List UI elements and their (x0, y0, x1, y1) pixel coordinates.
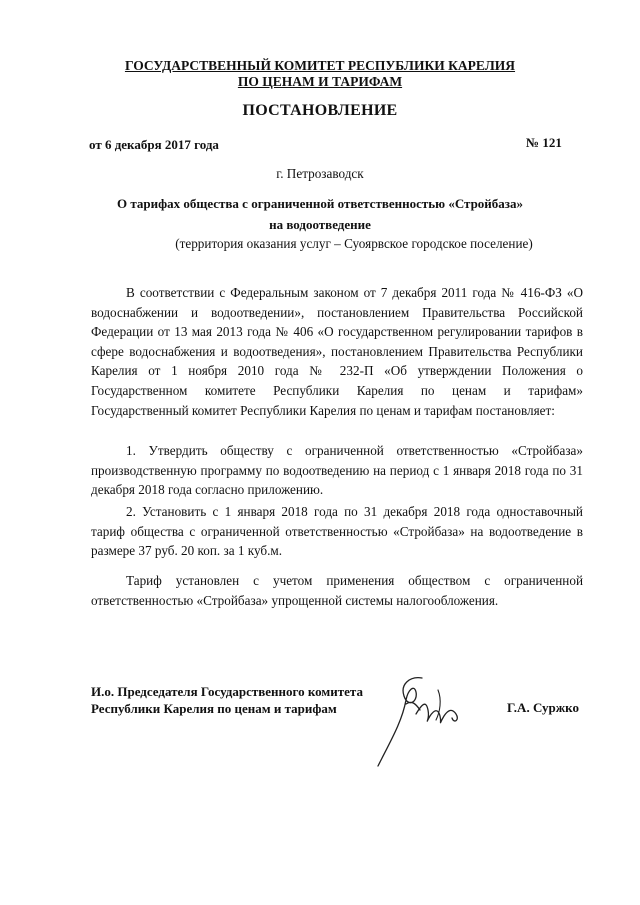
document-type: ПОСТАНОВЛЕНИЕ (242, 102, 398, 119)
subject-line1: О тарифах общества с ограниченной ответственностью «Стройбаза» (116, 196, 524, 211)
signatory-name: Г.А. Суржко (507, 700, 579, 715)
item2-paragraph (91, 502, 583, 561)
item1-text: 1. Утвердить обществу с ограниченной ответственностью «Стройбаза» производственную программу по водоотведению на период с 1 января 2018 года по 31 декабря 2018 года согласно приложению. (91, 443, 583, 498)
subject-line2: на водоотведение (269, 217, 371, 232)
signatory-position-line1: И.о. Председателя Государственного комитета (91, 684, 363, 699)
preamble-paragraph (91, 283, 583, 420)
document-number: № 121 (526, 135, 562, 150)
signatory-position-line2: Республики Карелия по ценам и тарифам (91, 701, 337, 716)
org-name-line2: ПО ЦЕНАМ И ТАРИФАМ (237, 74, 403, 89)
signatory-position (91, 683, 363, 717)
document-city: г. Петрозаводск (276, 166, 364, 181)
document-date: от 6 декабря 2017 года (89, 137, 219, 152)
preamble-text: В соответствии с Федеральным законом от 7 декабря 2011 года № 416-ФЗ «О водоснабжении и водоотведении», постановлением Правительства Российской Федерации от 13 мая 2013 года № 406 «О государственном регулировании тарифов в сфере водоснабжения и водоотведения», постановлением Правительства Республики Карелия от 1 ноября 2010 года № 232-П «Об утверждении Положения о Государственном комитете Республики Карелия по ценам и тарифам» Государственный комитет Республики Карелия по ценам и тарифам постановляет: (91, 285, 583, 418)
note-text: Тариф установлен с учетом применения обществом с ограниченной ответственностью «Стройбаза» упрощенной системы налогообложения. (91, 573, 583, 608)
org-name-line1: ГОСУДАРСТВЕННЫЙ КОМИТЕТ РЕСПУБЛИКИ КАРЕЛИЯ (124, 58, 516, 73)
item2-text: 2. Установить с 1 января 2018 года по 31 декабря 2018 года одноставочный тариф общества с ограниченной ответственностью «Стройбаза» на водоотведение в размере 37 руб. 20 коп. за 1 куб.м. (91, 504, 583, 559)
item1-paragraph (91, 441, 583, 500)
subject-line3: (территория оказания услуг – Суоярвское городское поселение) (175, 236, 533, 251)
handwritten-signature (360, 670, 480, 780)
note-paragraph (91, 571, 583, 610)
